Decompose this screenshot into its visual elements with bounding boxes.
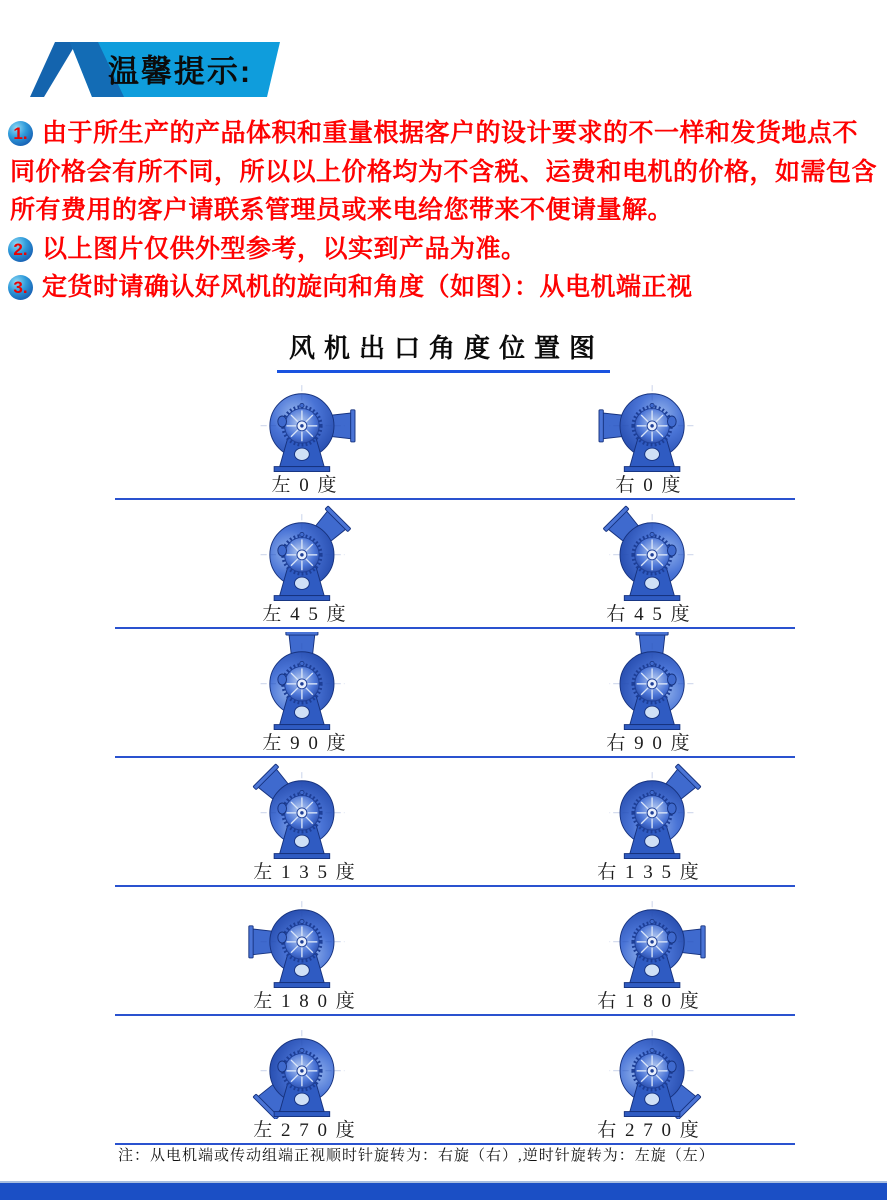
fan-cell-right [509, 374, 789, 497]
note-1-number-badge: 1. [8, 121, 33, 146]
note-3-text: 定货时请确认好风机的旋向和角度（如图）：从电机端正视 [42, 273, 693, 301]
centrifugal-fan-illustration [545, 1019, 753, 1119]
diagram-title-wrap [0, 328, 887, 373]
fan-cell-left [165, 632, 445, 755]
note-2-text: 以上图片仅供外型参考，以实到产品为准。 [42, 234, 527, 263]
note-1-text: 由于所生产的产品体积和重量根据客户的设计要求的不一样和发货地点不同价格会有所不同，所以以上价格均为不含税、运费和电机的价格，如需包含所有费用的客户请联系管理员或来电给您带来不便请量解。 [10, 119, 878, 224]
fan-angle-label: 左 1 3 5 度 [253, 862, 357, 883]
row-separator-line [115, 885, 795, 887]
fan-row [115, 890, 795, 1016]
centrifugal-fan-illustration [201, 1019, 409, 1119]
fan-angle-label: 右 4 5 度 [606, 604, 692, 625]
fan-angle-label: 右 0 度 [615, 475, 683, 496]
fan-angle-label: 左 4 5 度 [262, 604, 348, 625]
row-separator-line [115, 756, 795, 758]
diagram-title: 风机出口角度位置图 [277, 328, 610, 373]
fan-cell-left [165, 503, 445, 626]
fan-row [115, 1019, 795, 1145]
fan-row [115, 374, 795, 500]
note-3-number-badge: 3. [8, 275, 33, 300]
centrifugal-fan-illustration [201, 374, 409, 474]
fan-cell-right [509, 761, 789, 884]
fan-angle-label: 左 1 8 0 度 [253, 991, 357, 1012]
fan-cell-left [165, 1019, 445, 1142]
fan-cell-right [509, 632, 789, 755]
fan-grid [115, 374, 795, 1148]
fan-angle-label: 右 1 8 0 度 [597, 991, 701, 1012]
row-separator-line [115, 627, 795, 629]
warm-tips-banner [28, 40, 288, 100]
centrifugal-fan-illustration [545, 503, 753, 603]
notes-section [0, 114, 887, 307]
fan-row [115, 632, 795, 758]
footer-bar [0, 1181, 887, 1200]
note-2 [0, 230, 887, 269]
fan-cell-right [509, 890, 789, 1013]
fan-cell-right [509, 503, 789, 626]
fan-row [115, 503, 795, 629]
centrifugal-fan-illustration [201, 632, 409, 732]
fan-angle-label: 左 2 7 0 度 [253, 1120, 357, 1141]
fan-cell-left [165, 374, 445, 497]
row-separator-line [115, 1014, 795, 1016]
note-2-number-badge: 2. [8, 237, 33, 262]
fan-angle-label: 右 2 7 0 度 [597, 1120, 701, 1141]
note-1 [0, 114, 887, 230]
fan-row [115, 761, 795, 887]
fan-angle-label: 右 1 3 5 度 [597, 862, 701, 883]
centrifugal-fan-illustration [201, 761, 409, 861]
fan-angle-label: 左 9 0 度 [262, 733, 348, 754]
centrifugal-fan-illustration [545, 761, 753, 861]
centrifugal-fan-illustration [545, 890, 753, 990]
fan-cell-right [509, 1019, 789, 1142]
centrifugal-fan-illustration [545, 374, 753, 474]
fan-cell-left [165, 890, 445, 1013]
centrifugal-fan-illustration [201, 890, 409, 990]
row-separator-line [115, 498, 795, 500]
fan-angle-label: 左 0 度 [271, 475, 339, 496]
centrifugal-fan-illustration [201, 503, 409, 603]
fan-angle-label: 右 9 0 度 [606, 733, 692, 754]
note-3 [0, 268, 887, 307]
diagram-footnote: 注：从电机端或传动组端正视顺时针旋转为：右旋（右）,逆时针旋转为：左旋（左） [118, 1148, 715, 1164]
banner-title: 温馨提示: [107, 54, 253, 89]
centrifugal-fan-illustration [545, 632, 753, 732]
fan-cell-left [165, 761, 445, 884]
